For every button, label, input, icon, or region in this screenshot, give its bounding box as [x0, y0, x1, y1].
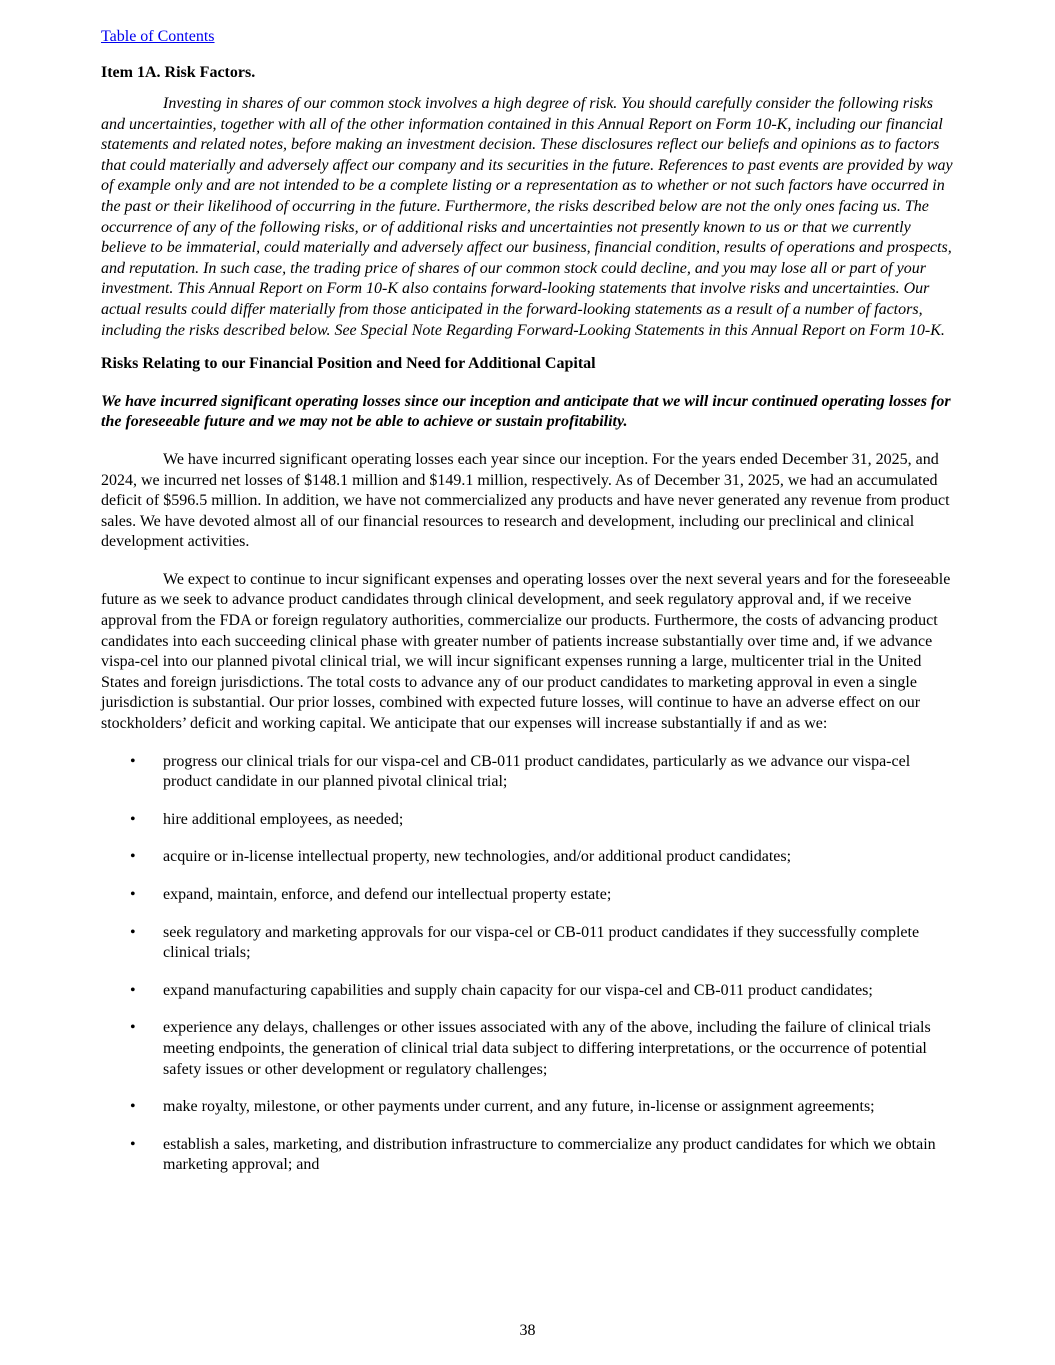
document-page — [101, 26, 953, 1193]
list-item — [101, 885, 953, 906]
bullet-icon: • — [130, 1019, 136, 1037]
bullet-icon: • — [130, 981, 136, 999]
list-item — [101, 810, 953, 831]
list-item-text: progress our clinical trials for our vispa-cel and CB-011 product candidates, particularly as we advance our vispa-cel product candidate in our planned pivotal clinical trial; — [163, 752, 911, 791]
list-item-text: hire additional employees, as needed; — [163, 810, 404, 828]
list-item — [101, 1097, 953, 1118]
list-item — [101, 1018, 953, 1080]
body-paragraph: We expect to continue to incur significant expenses and operating losses over the next several years and for the foreseeable future as we seek to advance product candidates through clinical development, and seek regulatory approval and, if we receive approval from the FDA or foreign regulatory authorities, commercialize our products. Furthermore, the costs of advancing product candidates into each succeeding clinical phase with greater number of patients increase substantially over time and, if we advance vispa-cel into our planned pivotal clinical trial, we will incur significant expenses running a large, multicenter trial in the United States and foreign jurisdictions. The total costs to advance any of our product candidates to marketing approval in even a single jurisdiction is substantial. Our prior losses, combined with expected future losses, will continue to have an adverse effect on our stockholders’ deficit and working capital. We anticipate that our expenses will increase substantially if and as we: — [101, 570, 951, 733]
bullet-icon: • — [130, 1135, 136, 1153]
bullet-icon: • — [130, 886, 136, 903]
list-item — [101, 923, 953, 964]
expense-bullet-list — [101, 752, 953, 1176]
page-number: 38 — [519, 1322, 536, 1339]
list-item-text: make royalty, milestone, or other payments under current, and any future, in-license or assignment agreements; — [163, 1098, 875, 1116]
list-item — [101, 752, 953, 793]
section-heading: Risks Relating to our Financial Position and Need for Additional Capital — [101, 355, 596, 373]
bullet-icon: • — [130, 1098, 136, 1116]
list-item-text: establish a sales, marketing, and distribution infrastructure to commercialize any product candidates for which we obtain marketing approval; and — [163, 1135, 936, 1174]
body-paragraph: We have incurred significant operating losses each year since our inception. For the years ended December 31, 2025, and 2024, we incurred net losses of $148.1 million and $149.1 million, respectively. As of December 31, 2025, we had an accumulated deficit of $596.5 million. In addition, we have not commercialized any products and have never generated any revenue from product sales. We have devoted almost all of our financial resources to research and development, including our preclinical and clinical development activities. — [101, 450, 950, 551]
item-title: Item 1A. Risk Factors. — [101, 64, 256, 81]
bullet-icon: • — [130, 752, 136, 770]
table-of-contents-link[interactable]: Table of Contents — [101, 28, 215, 45]
bullet-icon: • — [130, 923, 136, 941]
list-item — [101, 847, 953, 868]
list-item-text: experience any delays, challenges or other issues associated with any of the above, including the failure of clinical trials meeting endpoints, the generation of clinical trial data subject to differing interpretations, or the occurrence of potential safety issues or other development or regulatory challenges; — [163, 1019, 931, 1078]
risk-heading: We have incurred significant operating losses since our inception and anticipate that we will incur continued operating losses for the foreseeable future and we may not be able to achieve or sustain profitability. — [101, 392, 951, 431]
list-item — [101, 1135, 953, 1176]
bullet-icon: • — [130, 810, 136, 828]
bullet-icon: • — [130, 848, 136, 866]
list-item-text: expand, maintain, enforce, and defend our intellectual property estate; — [163, 886, 612, 903]
list-item-text: acquire or in-license intellectual property, new technologies, and/or additional product candidates; — [163, 848, 792, 866]
list-item-text: seek regulatory and marketing approvals for our vispa-cel or CB-011 product candidates if they successfully complete clinical trials; — [163, 923, 920, 962]
list-item — [101, 981, 953, 1002]
list-item-text: expand manufacturing capabilities and supply chain capacity for our vispa-cel and CB-011 product candidates; — [163, 981, 873, 999]
intro-paragraph: Investing in shares of our common stock involves a high degree of risk. You should carefully consider the following risks and uncertainties, together with all of the other information contained in this Annual Report on Form 10-K, including our financial statements and related notes, before making an investment decision. These disclosures reflect our beliefs and opinions as to factors that could materially and adversely affect our company and its securities in the future. References to past events are provided by way of example only and are not intended to be a complete listing or a representation as to whether or not such factors have occurred in the past or their likelihood of occurring in the future. Furthermore, the risks described below are not the only ones facing us. The occurrence of any of the following risks, or of additional risks and uncertainties not presently known to us or that we currently believe to be immaterial, could materially and adversely affect our business, financial condition, results of operations and prospects, and reputation. In such case, the trading price of shares of our common stock could decline, and you may lose all or part of your investment. This Annual Report on Form 10-K also contains forward-looking statements that involve risks and uncertainties. Our actual results could differ materially from those anticipated in the forward-looking statements as a result of a number of factors, including the risks described below. See Special Note Regarding Forward-Looking Statements in this Annual Report on Form 10-K. — [101, 95, 953, 339]
